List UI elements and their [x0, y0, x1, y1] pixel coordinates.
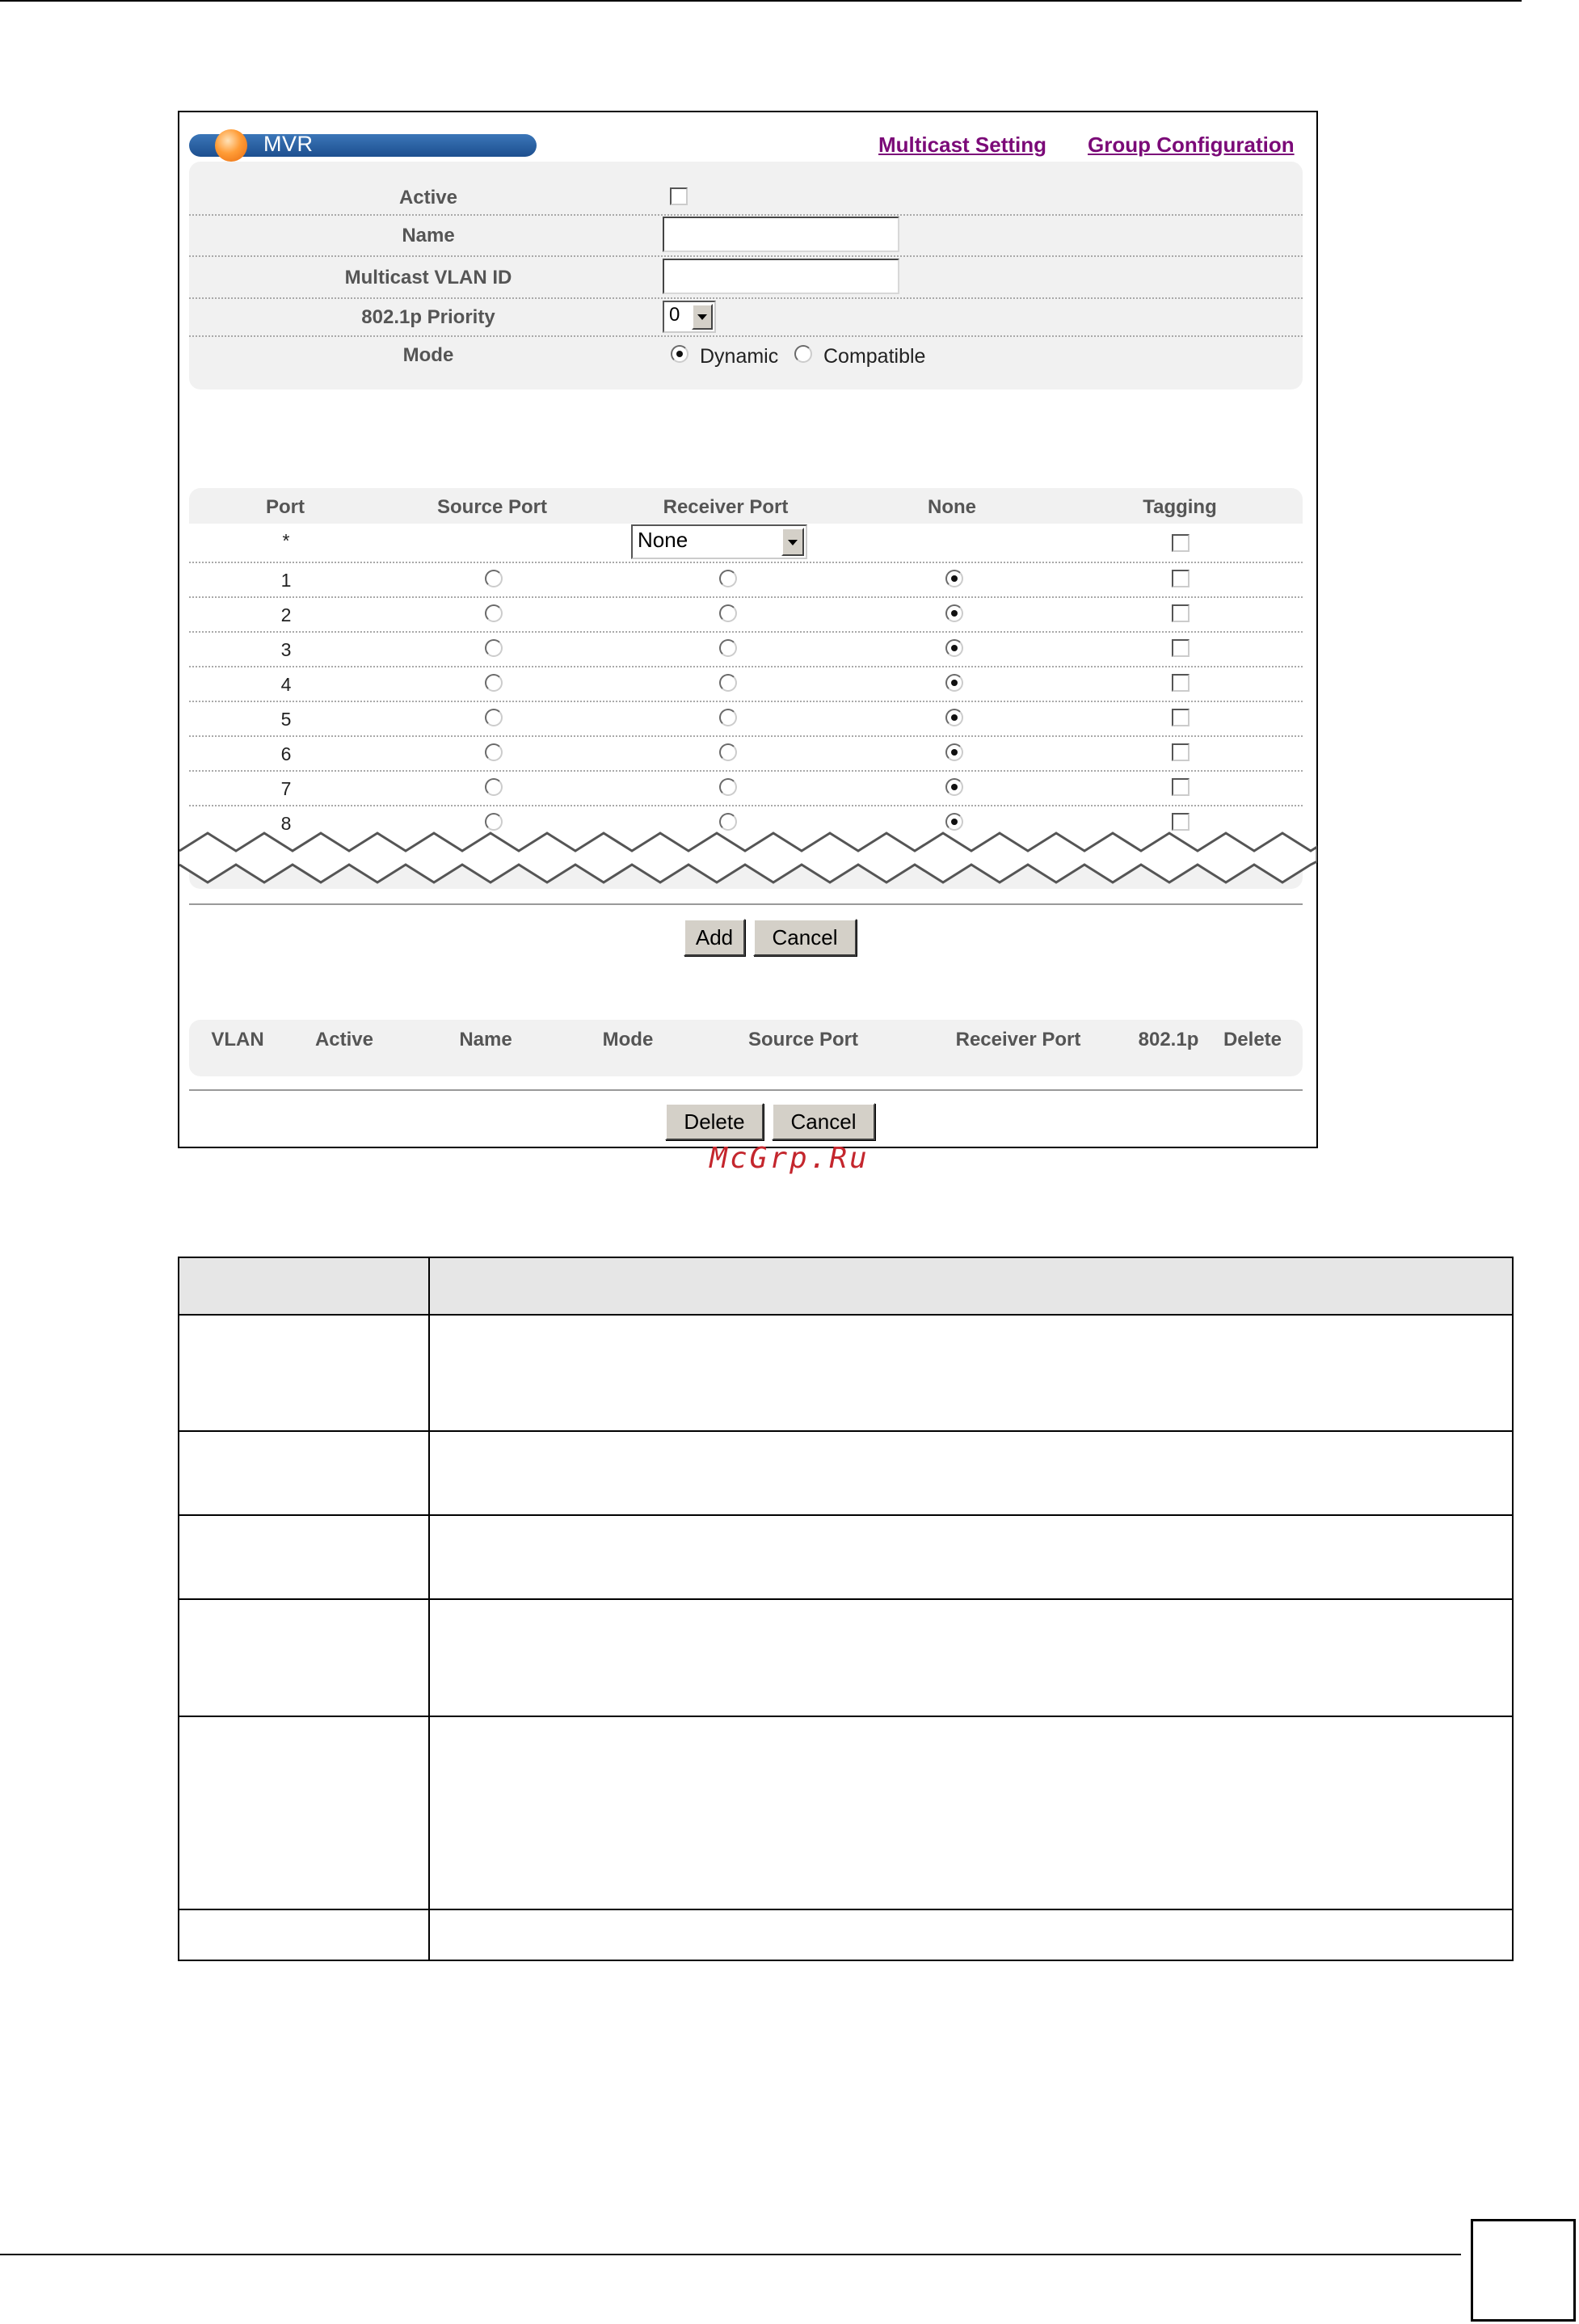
receiver-port-header: Receiver Port	[663, 496, 789, 518]
row-divider	[189, 631, 1303, 633]
all-ports-label: *	[282, 530, 290, 551]
receiver-port-all-select[interactable]	[631, 524, 807, 559]
none-port-radio[interactable]	[945, 778, 963, 796]
table-row	[179, 1909, 1513, 1960]
none-port-radio[interactable]	[945, 604, 963, 622]
table-row	[179, 1257, 1513, 1315]
table-row	[179, 1716, 1513, 1909]
delete-button[interactable]: Delete	[665, 1103, 764, 1140]
row-divider	[189, 701, 1303, 702]
mode-label: Mode	[402, 344, 454, 366]
row-divider	[189, 562, 1303, 563]
receiver-port-radio[interactable]	[719, 639, 737, 657]
tagging-checkbox[interactable]	[1172, 570, 1190, 587]
receiver-port-radio[interactable]	[719, 674, 737, 692]
page-top-rule	[0, 0, 1522, 2]
none-port-radio[interactable]	[945, 639, 963, 657]
row-divider	[189, 335, 1303, 337]
mode-header: Mode	[602, 1029, 654, 1050]
row-divider	[189, 255, 1303, 257]
delete-header: Delete	[1223, 1029, 1282, 1050]
mode-compatible-radio[interactable]	[794, 345, 812, 363]
name-label: Name	[402, 225, 455, 246]
multicast-vlan-id-label: Multicast VLAN ID	[344, 267, 512, 288]
none-port-radio[interactable]	[945, 570, 963, 587]
source-port-radio[interactable]	[485, 743, 503, 761]
tagging-checkbox[interactable]	[1172, 709, 1190, 726]
receiver-port-radio[interactable]	[719, 604, 737, 622]
receiver-port-all-select-value: None	[638, 528, 688, 552]
source-port-radio[interactable]	[485, 778, 503, 796]
source-port-radio[interactable]	[485, 570, 503, 587]
name-header: Name	[459, 1029, 512, 1050]
row-divider	[189, 735, 1303, 737]
port-number: 1	[280, 570, 292, 591]
watermark: McGrp.Ru	[709, 1142, 870, 1175]
add-button[interactable]: Add	[684, 919, 745, 956]
source-port-radio[interactable]	[485, 709, 503, 726]
source-port-radio[interactable]	[485, 604, 503, 622]
port-number: 4	[280, 674, 292, 695]
port-number: 5	[280, 709, 292, 730]
description-table	[178, 1257, 1514, 1961]
divider	[189, 903, 1303, 905]
chevron-down-icon	[781, 528, 804, 556]
chevron-down-icon	[692, 304, 713, 330]
receiver-port-radio[interactable]	[719, 778, 737, 796]
table-row	[179, 1431, 1513, 1515]
receiver-port-header: Receiver Port	[955, 1029, 1081, 1050]
tagging-header: Tagging	[1143, 496, 1217, 518]
priority-label: 802.1p Priority	[361, 306, 495, 328]
receiver-port-radio[interactable]	[719, 570, 737, 587]
tagging-checkbox[interactable]	[1172, 778, 1190, 796]
mode-compatible-label: Compatible	[823, 345, 926, 368]
orange-ball-icon	[215, 129, 247, 162]
page-number-box	[1471, 2219, 1576, 2322]
tagging-checkbox[interactable]	[1172, 674, 1190, 692]
mode-dynamic-label: Dynamic	[700, 345, 779, 368]
source-port-header: Source Port	[436, 496, 548, 518]
priority-select-value: 0	[669, 304, 680, 326]
receiver-port-radio[interactable]	[719, 743, 737, 761]
table-row	[179, 1515, 1513, 1599]
source-port-header: Source Port	[747, 1029, 859, 1050]
port-header: Port	[266, 496, 305, 518]
vlan-header: VLAN	[211, 1029, 264, 1050]
table-row	[179, 1599, 1513, 1716]
port-number: 8	[280, 813, 292, 834]
source-port-radio[interactable]	[485, 674, 503, 692]
mode-dynamic-radio[interactable]	[671, 345, 688, 363]
none-port-radio[interactable]	[945, 709, 963, 726]
row-divider	[189, 214, 1303, 216]
none-port-radio[interactable]	[945, 743, 963, 761]
none-port-radio[interactable]	[945, 674, 963, 692]
mvr-title: MVR	[263, 132, 314, 156]
port-number: 3	[280, 639, 292, 660]
active-header: Active	[314, 1029, 374, 1050]
divider	[189, 1089, 1303, 1091]
table-break-zigzag	[179, 823, 1317, 889]
row-divider	[189, 666, 1303, 667]
row-divider	[189, 297, 1303, 299]
none-header: None	[928, 496, 976, 518]
tagging-checkbox[interactable]	[1172, 639, 1190, 657]
receiver-port-radio[interactable]	[719, 709, 737, 726]
name-input[interactable]	[663, 217, 899, 252]
row-divider	[189, 596, 1303, 598]
tagging-checkbox[interactable]	[1172, 604, 1190, 622]
cancel-button[interactable]: Cancel	[753, 919, 857, 956]
priority-select[interactable]	[663, 301, 716, 333]
row-divider	[189, 770, 1303, 772]
multicast-setting-link[interactable]: Multicast Setting	[878, 133, 1047, 157]
active-checkbox[interactable]	[670, 187, 688, 205]
cancel-button[interactable]: Cancel	[772, 1103, 875, 1140]
source-port-radio[interactable]	[485, 639, 503, 657]
row-divider	[189, 805, 1303, 806]
tagging-all-checkbox[interactable]	[1172, 534, 1190, 552]
table-row	[179, 1315, 1513, 1431]
multicast-vlan-id-input[interactable]	[663, 259, 899, 294]
tagging-checkbox[interactable]	[1172, 743, 1190, 761]
port-number: 6	[280, 743, 292, 764]
port-number: 7	[280, 778, 292, 799]
priority-header: 802.1p	[1138, 1029, 1199, 1050]
page-bottom-rule	[0, 2254, 1461, 2255]
active-label: Active	[398, 187, 458, 208]
port-number: 2	[280, 604, 292, 625]
group-configuration-link[interactable]: Group Configuration	[1088, 133, 1295, 157]
